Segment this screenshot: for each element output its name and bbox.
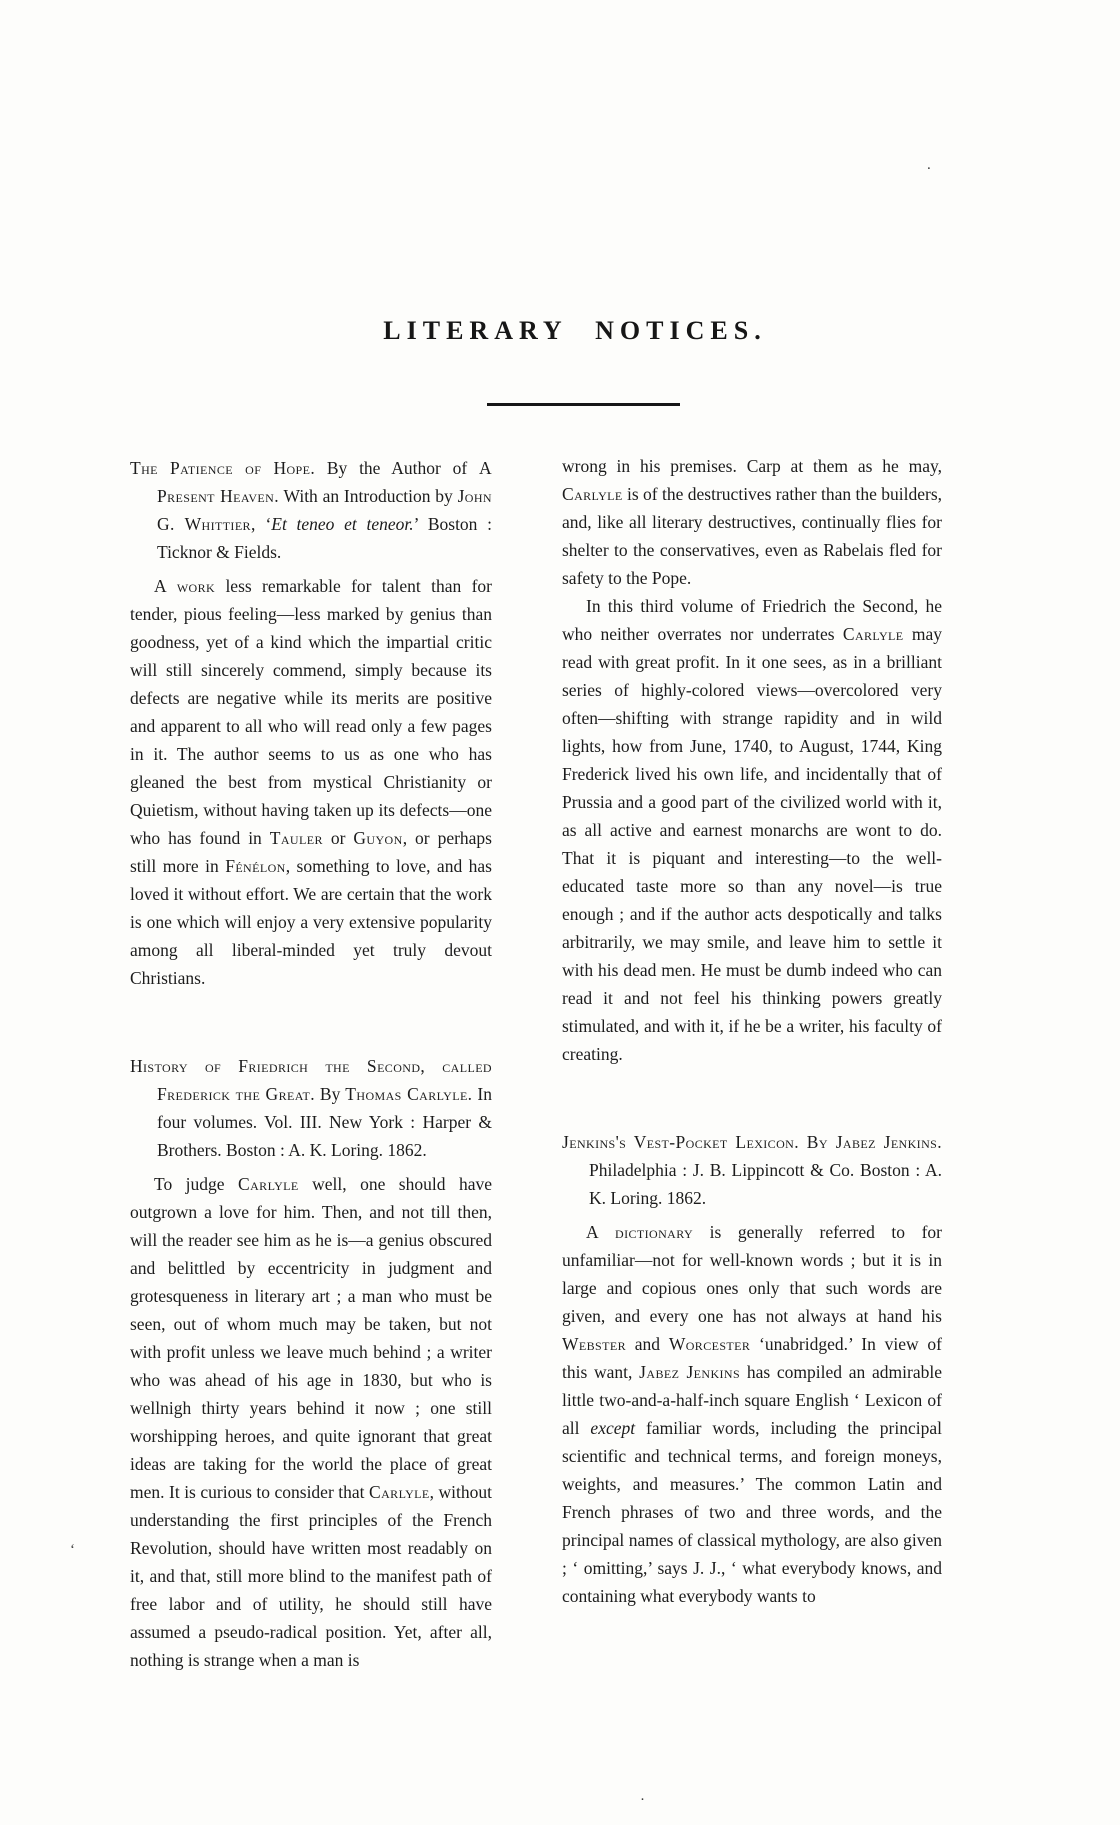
scan-artifact: · — [640, 1792, 645, 1808]
left-column — [130, 452, 492, 1674]
paragraph — [130, 1170, 492, 1674]
small-caps-text: Carlyle — [562, 484, 623, 504]
text-columns — [130, 452, 942, 1674]
small-caps-text: History of Friedrich the Second, called Frederick the Great. — [130, 1056, 492, 1104]
paragraph — [562, 452, 942, 592]
text-run: By the Author of — [315, 458, 479, 478]
small-caps-text: The Patience of Hope. — [130, 458, 316, 478]
small-caps-text: Guyon — [353, 828, 403, 848]
text-run: By — [314, 1084, 346, 1104]
text-run: In this third volume of Friedrich the Second, he who neither overrates nor underrates — [562, 596, 942, 644]
paragraph — [130, 572, 492, 992]
text-run: Philadelphia : J. B. Lippincott & Co. Boston : A. K. Loring. 1862. — [589, 1160, 942, 1208]
small-caps-text: Thomas Carlyle. — [345, 1084, 473, 1104]
text-run: ‘unabridged.’ In view of this want, — [562, 1334, 942, 1382]
text-run: less remarkable for talent than for tender, pious feeling—less marked by genius than goodness, yet of a kind which the impartial critic will still sincerely commend, simply because its defects are negative while its merits are positive and apparent to all who will read only a few pages in it. The author seems to us as one who has gleaned the best from mystical Christianity or Quietism, without having taken up its defects—one who has found in — [130, 576, 492, 848]
text-run: is of the destructives rather than the builders, and, like all literary destructives, continually flies for shelter to the conservatives, even as Rabelais fled for safety to the Pope. — [562, 484, 942, 588]
italic-text: except — [590, 1418, 636, 1438]
text-run: wrong in his premises. Carp at them as he may, — [562, 456, 942, 476]
text-run: To judge — [154, 1174, 239, 1194]
text-run: , or perhaps still more in — [130, 828, 492, 876]
notice-heading — [562, 1128, 942, 1212]
paragraph — [562, 1218, 942, 1610]
notice-heading — [130, 1052, 492, 1164]
small-caps-text: Worcester — [668, 1334, 751, 1354]
small-caps-text: Carlyle — [238, 1174, 299, 1194]
small-caps-text: A Present Heaven. — [157, 458, 492, 506]
notice-heading — [130, 454, 492, 566]
paragraph — [562, 592, 942, 1068]
text-run: may read with great profit. In it one sees, as in a brilliant series of highly-colored views—overcolored very often—shifting with strange rapidity and in wild lights, how from June, 1740, to August, 1744, King Frederick lived his own life, and incidentally that of Prussia and a good part of the civilized world with it, as all active and earnest monarchs are wont to do. That it is piquant and interesting—to the well-educated taste more so than any novel—is true enough ; and if the author acts despotically and talks arbitrarily, we may smile, and leave him to settle it with his dead men. He must be dumb indeed who can read it and not feel his thinking powers greatly stimulated, and with it, if he be a writer, his faculty of creating. — [562, 624, 942, 1064]
text-run: well, one should have outgrown a love for him. Then, and not till then, will the reader see him as he is—a genius obscured and belittled by eccentricity in judgment and grotesqueness in literary art ; a man who must be seen, out of whom much may be taken, but not with profit unless we leave much behind ; a writer who was ahead of his age in 1830, but who is wellnigh thirty years behind it now ; one still worshipping heroes, and quite ignorant that great ideas are taking for the world the place of great men. It is curious to consider that — [130, 1174, 492, 1502]
text-run: and — [626, 1334, 669, 1354]
title-rule — [487, 403, 680, 406]
text-run: has compiled an admirable little two-and-a-half-inch square English ‘ Lexicon of all — [562, 1362, 942, 1438]
text-run: In four volumes. Vol. III. New York : Harper & Brothers. Boston : A. K. Loring. 1862. — [157, 1084, 492, 1160]
text-run: , without understanding the first principles of the French Revolution, should have written most readably on it, and that, still more blind to the manifest path of free labor and of utility, he should still have assumed a pseudo-radical position. Yet, after all, nothing is strange when a man is — [130, 1482, 492, 1670]
scan-artifact: . — [927, 157, 931, 173]
text-run: is generally referred to for unfamiliar—not for well-known words ; but it is in large and copious ones only that such words are given, and every one has not always at hand his — [562, 1222, 942, 1326]
text-run: With an Introduction by — [279, 486, 458, 506]
text-run: familiar words, including the principal scientific and technical terms, and foreign moneys, weights, and measures.’ The common Latin and French phrases of two and three words, and the principal names of classical mythology, are also given ; ‘ omitting,’ says J. J., ‘ what everybody knows, and containing what everybody wants to — [562, 1418, 942, 1606]
page-title: LITERARY NOTICES. — [383, 316, 767, 345]
text-run: ‘ — [255, 514, 272, 534]
text-run: or — [322, 828, 354, 848]
small-caps-text: Carlyle — [369, 1482, 430, 1502]
small-caps-text: John G. Whittier, — [157, 486, 492, 534]
small-caps-text: Fénélon — [225, 856, 286, 876]
right-column — [562, 452, 942, 1610]
text-run: ’ Boston : Ticknor & Fields. — [157, 514, 492, 562]
small-caps-text: Jabez Jenkins — [639, 1362, 741, 1382]
text-run: , something to love, and has loved it without effort. We are certain that the work is one which will enjoy a very extensive popularity among all liberal-minded yet truly devout Christians. — [130, 856, 492, 988]
small-caps-text: Webster — [562, 1334, 626, 1354]
scan-artifact: ‘ — [70, 1542, 75, 1558]
small-caps-text: A work — [154, 576, 216, 596]
small-caps-text: Tauler — [269, 828, 323, 848]
small-caps-text: Carlyle — [842, 624, 904, 644]
small-caps-text: Jenkins's Vest-Pocket Lexicon. By Jabez Jenkins. — [562, 1132, 942, 1152]
italic-text: Et teneo et teneor. — [271, 514, 414, 534]
small-caps-text: A dictionary — [586, 1222, 694, 1242]
